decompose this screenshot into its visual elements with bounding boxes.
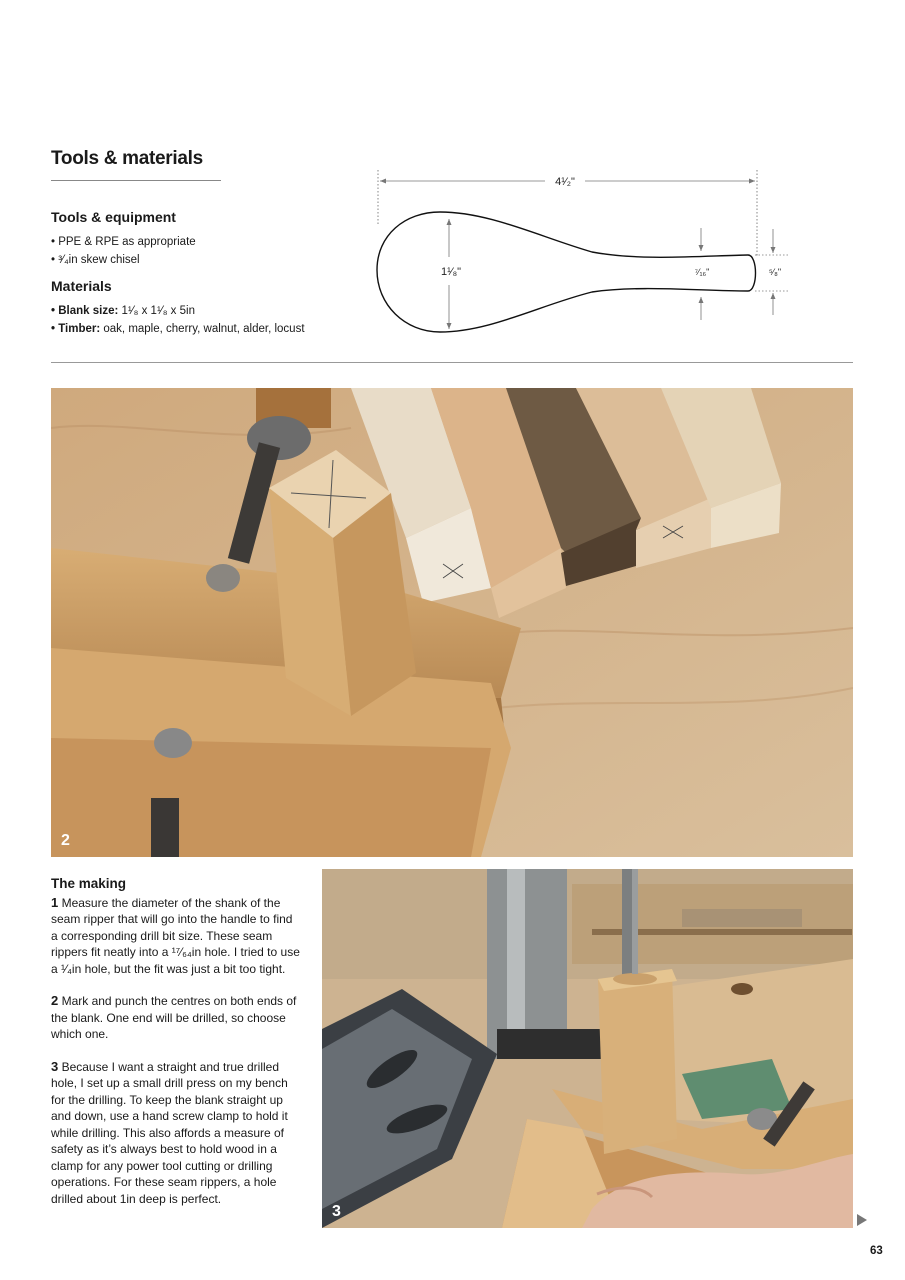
title-underline bbox=[51, 180, 221, 181]
tools-heading: Tools & equipment bbox=[51, 209, 176, 225]
step-paragraph bbox=[51, 1059, 301, 1208]
tools-item: • ³⁄₄in skew chisel bbox=[51, 254, 140, 266]
step-text: Mark and punch the centres on both ends of the blank. One end will be drilled, so choose which one. bbox=[51, 994, 297, 1041]
length-label: 4¹⁄₂" bbox=[555, 176, 575, 188]
section-title: Tools & materials bbox=[51, 148, 203, 169]
materials-value: oak, maple, cherry, walnut, alder, locust bbox=[100, 323, 305, 335]
step-text: Measure the diameter of the shank of the seam ripper that will go into the handle to find a corresponding drill bit size. These seam rippers fit neatly into a ¹⁷⁄₆₄in hole. I tried to use a ¹⁄₄in hole, but the fit was just a bit too tight. bbox=[51, 895, 300, 976]
materials-label: • Timber: bbox=[51, 323, 101, 335]
step-number: 1 bbox=[51, 894, 59, 910]
page-number: 63 bbox=[870, 1245, 883, 1257]
step-number: 2 bbox=[51, 993, 59, 1008]
step-text: Because I want a straight and true drilled hole, I set up a small drill press on my bench for the drilling. To keep the blank straight up and down, use a hand screw clamp to hold it while drilling. This also affords a measure of safety as it’s always best to hold wood in a clamp for any power tool cutting or drilling operations. For these seam rippers, a hole drilled about 1in deep is perfect. bbox=[51, 1059, 288, 1206]
making-heading: The making bbox=[51, 876, 127, 891]
photo-number: 3 bbox=[332, 1203, 341, 1220]
neck-label: ⁷⁄₁₆" bbox=[694, 267, 710, 277]
materials-value: 1¹⁄₈ x 1¹⁄₈ x 5in bbox=[118, 305, 195, 317]
making-section bbox=[51, 876, 301, 1223]
tip-label: ⁵⁄₈" bbox=[768, 267, 782, 277]
head-width-label: 1¹⁄₈" bbox=[440, 266, 462, 278]
step-paragraph bbox=[51, 895, 301, 978]
materials-list bbox=[51, 302, 305, 338]
step-paragraph bbox=[51, 993, 301, 1043]
materials-heading: Materials bbox=[51, 278, 112, 294]
section-divider bbox=[51, 362, 853, 363]
materials-item bbox=[51, 302, 305, 320]
tools-item: • PPE & RPE as appropriate bbox=[51, 236, 196, 248]
handle-diagram bbox=[370, 165, 800, 345]
materials-item bbox=[51, 320, 305, 338]
photo-2-image bbox=[51, 388, 853, 857]
materials-label: • Blank size: bbox=[51, 305, 119, 317]
photo-clamped-blank bbox=[51, 388, 853, 857]
tools-list bbox=[51, 233, 196, 269]
photo-number: 2 bbox=[61, 832, 70, 849]
photo-3-image bbox=[322, 869, 853, 1228]
continue-arrow-icon bbox=[857, 1214, 867, 1226]
photo-drill-press bbox=[322, 869, 853, 1228]
step-number: 3 bbox=[51, 1058, 59, 1074]
